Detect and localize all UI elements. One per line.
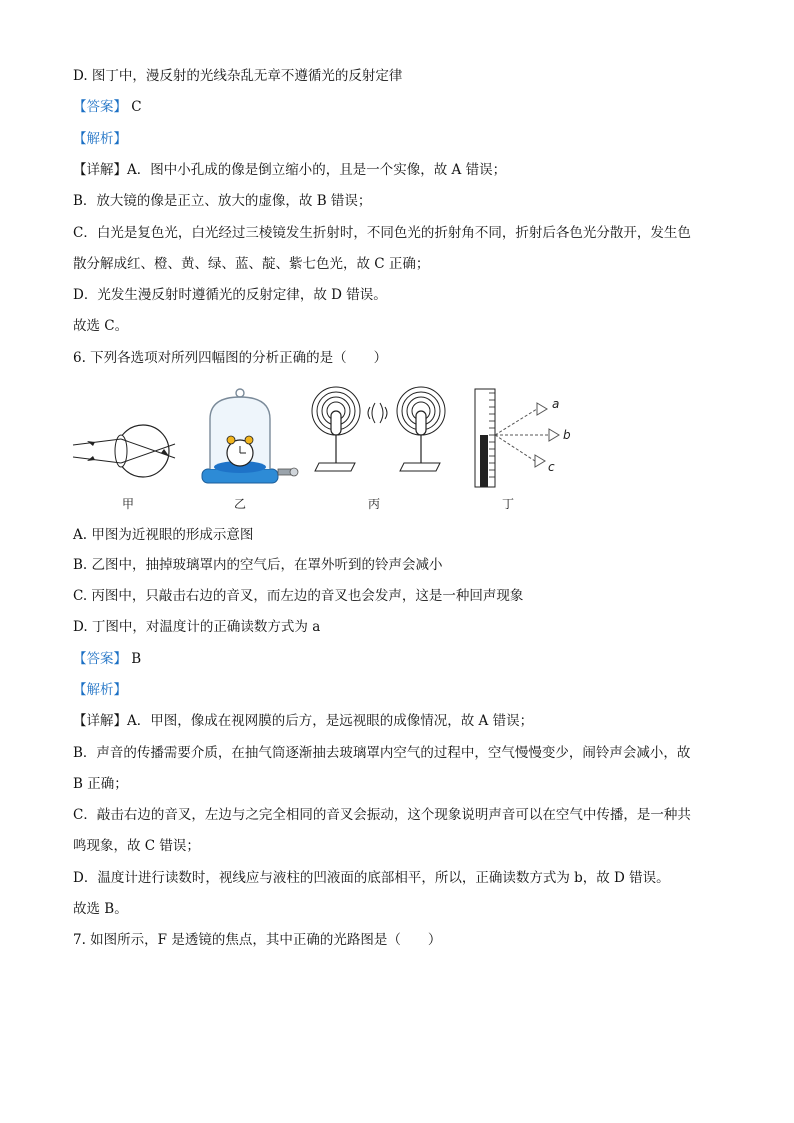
q6-detail-a bbox=[73, 711, 533, 731]
eye-diagram bbox=[73, 425, 175, 477]
q6-option-c: C. 丙图中，只敲击右边的音叉，而左边的音叉也会发声，这是一种回声现象 bbox=[73, 588, 524, 604]
q6-detail-b2: B 正确； bbox=[73, 776, 128, 792]
q7-stem: 7. 如图所示，F 是透镜的焦点，其中正确的光路图是（ ） bbox=[73, 932, 442, 948]
q6-analysis-tag: 【解析】 bbox=[73, 682, 127, 698]
sight-label-b: b bbox=[563, 428, 571, 442]
bell-jar-diagram bbox=[202, 389, 298, 483]
q6-detail-c1: C．敲击右边的音叉，左边与之完全相同的音叉会振动，这个现象说明声音可以在空气中传播，是一种共 bbox=[73, 807, 691, 823]
answer-value: B bbox=[131, 651, 142, 667]
q5-conclusion: 故选 C。 bbox=[73, 318, 129, 334]
q5-detail-b: B．放大镜的像是正立、放大的虚像，故 B 错误； bbox=[73, 193, 372, 209]
figure-label-yi: 乙 bbox=[234, 497, 247, 511]
q6-stem: 6. 下列各选项对所列四幅图的分析正确的是（ ） bbox=[73, 350, 388, 366]
q5-analysis-tag: 【解析】 bbox=[73, 131, 127, 147]
figure-label-bing: 丙 bbox=[368, 497, 381, 511]
q6-option-d: D. 丁图中，对温度计的正确读数方式为 a bbox=[73, 619, 321, 635]
sight-label-a: a bbox=[552, 397, 560, 411]
detail-text: A．甲图，像成在视网膜的后方，是远视眼的成像情况，故 A 错误； bbox=[127, 713, 534, 729]
tuning-forks-diagram bbox=[312, 387, 445, 471]
q5-option-d: D. 图丁中，漫反射的光线杂乱无章不遵循光的反射定律 bbox=[73, 68, 403, 84]
q5-detail-c2: 散分解成红、橙、黄、绿、蓝、靛、紫七色光，故 C 正确； bbox=[73, 256, 430, 272]
detail-tag: 【详解】 bbox=[73, 713, 127, 729]
q6-detail-d: D．温度计进行读数时，视线应与液柱的凹液面的底部相平，所以，正确读数方式为 b，故 D 错误。 bbox=[73, 870, 670, 886]
q5-detail-c1: C．白光是复色光，白光经过三棱镜发生折射时，不同色光的折射角不同，折射后各色光分散开，发生色 bbox=[73, 225, 691, 241]
q6-detail-c2: 鸣现象，故 C 错误； bbox=[73, 838, 200, 854]
q6-answer bbox=[73, 649, 141, 669]
detail-tag: 【详解】 bbox=[73, 162, 127, 178]
q6-conclusion: 故选 B。 bbox=[73, 901, 128, 917]
q5-detail-a bbox=[73, 160, 506, 180]
q6-option-a: A. 甲图为近视眼的形成示意图 bbox=[73, 527, 254, 543]
figure-label-ding: 丁 bbox=[502, 497, 515, 511]
answer-tag: 【答案】 bbox=[73, 651, 127, 667]
q5-detail-d: D．光发生漫反射时遵循光的反射定律，故 D 错误。 bbox=[73, 287, 387, 303]
q6-figure bbox=[65, 383, 585, 523]
figure-label-jia: 甲 bbox=[122, 497, 135, 511]
detail-text: A．图中小孔成的像是倒立缩小的，且是一个实像，故 A 错误； bbox=[127, 162, 507, 178]
q6-option-b: B. 乙图中，抽掉玻璃罩内的空气后，在罩外听到的铃声会减小 bbox=[73, 557, 443, 573]
sight-label-c: c bbox=[548, 460, 555, 474]
answer-value: C bbox=[131, 99, 142, 115]
q5-answer bbox=[73, 97, 142, 117]
answer-tag: 【答案】 bbox=[73, 99, 127, 115]
q6-detail-b1: B．声音的传播需要介质，在抽气筒逐渐抽去玻璃罩内空气的过程中，空气慢慢变少，闹铃声会减小，故 bbox=[73, 745, 691, 761]
thermometer-diagram bbox=[475, 389, 571, 487]
